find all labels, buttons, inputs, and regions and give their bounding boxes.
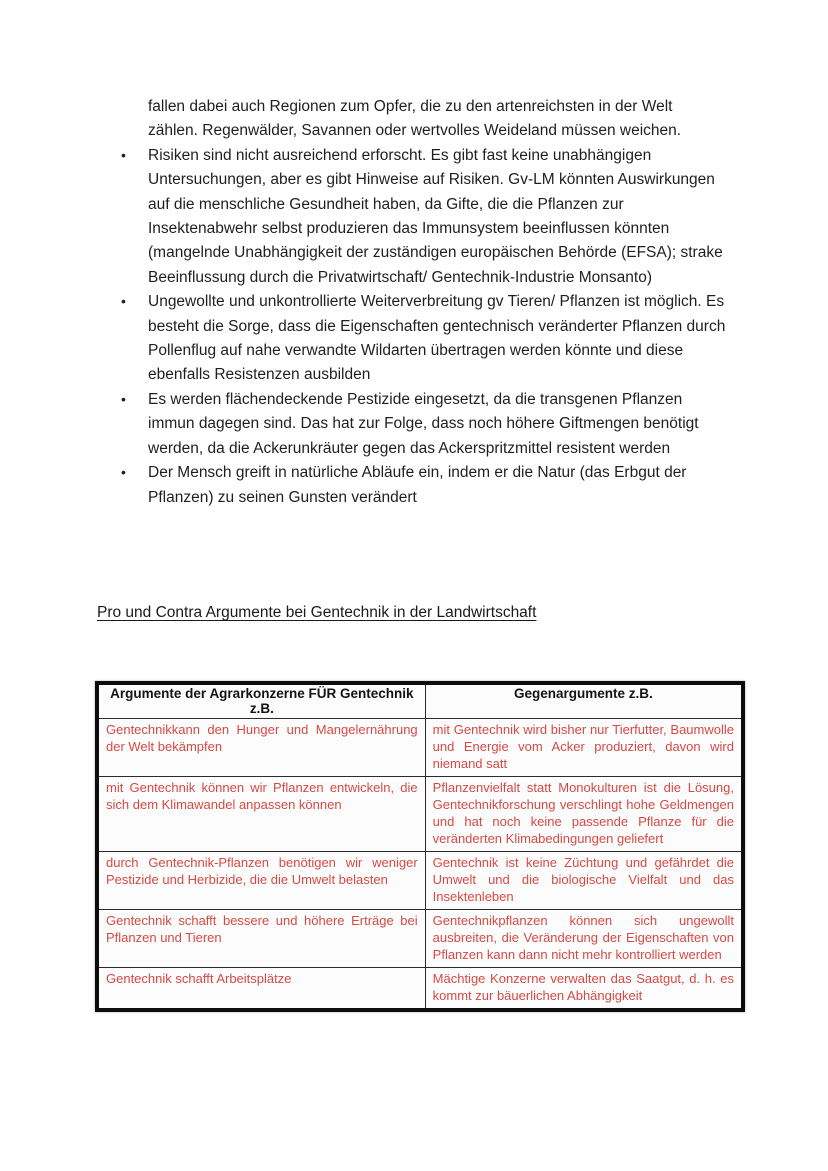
bullet-item [121, 388, 726, 461]
bullet-item [121, 461, 726, 510]
bullet-icon: • [121, 146, 126, 163]
table-row [97, 910, 743, 968]
bullet-icon: • [121, 293, 126, 310]
pro-contra-table [95, 681, 745, 1012]
bullet-text: Es werden flächendeckende Pestizide eingesetzt, da die transgenen Pflanzen immun dagegen sind. Das hat zur Folge, dass noch höhere Giftmengen benötigt werden, da die Ackerunkräuter gegen das Ackerspritzmittel resistent werden [148, 390, 699, 457]
paragraph-continuation: fallen dabei auch Regionen zum Opfer, die zu den artenreichsten in der Welt zählen. Regenwälder, Savannen oder wertvolles Weideland müssen weichen. [148, 98, 682, 140]
bullet-item [121, 290, 726, 388]
contra-cell: Gentechnik ist keine Züchtung und gefährdet die Umwelt und die biologische Vielfalt und das Insektenleben [425, 852, 743, 910]
contra-cell: Pflanzenvielfalt statt Monokulturen ist die Lösung, Gentechnikforschung verschlingt hohe Geldmengen und hat noch keine passende Pflanze für die veränderten Klimabedingungen geliefert [425, 777, 743, 852]
contra-cell: mit Gentechnik wird bisher nur Tierfutter, Baumwolle und Energie vom Acker produziert, davon wird niemand satt [425, 719, 743, 777]
bullet-icon: • [121, 464, 126, 481]
pro-cell: Gentechnikkann den Hunger und Mangelernährung der Welt bekämpfen [97, 719, 425, 777]
bullet-item [121, 144, 726, 290]
bullet-icon: • [121, 390, 126, 407]
contra-cell: Gentechnikpflanzen können sich ungewollt ausbreiten, die Veränderung der Eigenschaften von Pflanzen kann dann nicht mehr kontrolliert werden [425, 910, 743, 968]
table-row [97, 777, 743, 852]
section-heading: Pro und Contra Argumente bei Gentechnik in der Landwirtschaft [97, 604, 537, 621]
pro-cell: mit Gentechnik können wir Pflanzen entwickeln, die sich dem Klimawandel anpassen können [97, 777, 425, 852]
contra-cell: Mächtige Konzerne verwalten das Saatgut, d. h. es kommt zur bäuerlichen Abhängigkeit [425, 968, 743, 1011]
contra-column-header: Gegenargumente z.B. [425, 683, 743, 719]
table-row [97, 852, 743, 910]
notes-section [121, 95, 726, 510]
pro-column-header: Argumente der Agrarkonzerne FÜR Gentechnik z.B. [97, 683, 425, 719]
bullet-text: Risiken sind nicht ausreichend erforscht. Es gibt fast keine unabhängigen Untersuchungen, aber es gibt Hinweise auf Risiken. Gv-LM könnten Auswirkungen auf die menschliche Gesundheit haben, da Gifte, die die Pflanzen zur Insektenabwehr selbst produzieren das Immunsystem beeinflussen könnten (mangelnde Unabhängigkeit der zuständigen europäischen Behörde (EFSA); strake Beeinflussung durch die Privatwirtschaft/ Gentechnik-Industrie Monsanto) [148, 146, 723, 286]
bullet-text: Der Mensch greift in natürliche Abläufe ein, indem er die Natur (das Erbgut der Pflanzen) zu seinen Gunsten verändert [148, 464, 687, 506]
bullet-text: Ungewollte und unkontrollierte Weiterverbreitung gv Tieren/ Pflanzen ist möglich. Es besteht die Sorge, dass die Eigenschaften gentechnisch veränderter Pflanzen durch Pollenflug auf nahe verwandte Wildarten übertragen werden könnte und diese ebenfalls Resistenzen ausbilden [148, 293, 726, 384]
pro-cell: Gentechnik schafft bessere und höhere Erträge bei Pflanzen und Tieren [97, 910, 425, 968]
table-row [97, 719, 743, 777]
table-header-row [97, 683, 743, 719]
pro-cell: Gentechnik schafft Arbeitsplätze [97, 968, 425, 1011]
bullet-list [121, 144, 726, 510]
table-row [97, 968, 743, 1011]
pro-cell: durch Gentechnik-Pflanzen benötigen wir weniger Pestizide und Herbizide, die die Umwelt belasten [97, 852, 425, 910]
